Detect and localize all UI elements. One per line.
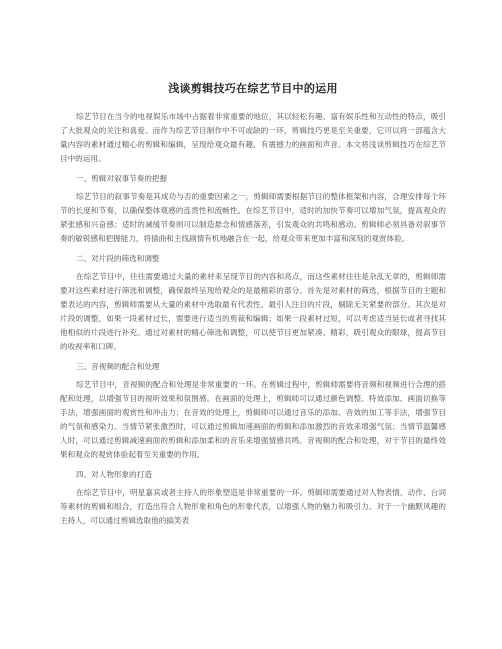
section-2-heading: 二、对片段的筛选和调整 [76,254,160,263]
section-4-body: 在综艺节目中，明星嘉宾或者主持人的形象塑造是非常重要的一环。剪辑师需要通过对人物表情、动作、台词等素材的剪辑和组合，打造出符合人物形象和角色的形象代表，以增强人物的魅力和吸引力。对于一个幽默风趣的主持人，可以通过剪辑选取他的搞笑表 [60,488,446,525]
section-3-heading: 三、音视频的配合和处理 [76,362,160,371]
intro-paragraph: 综艺节目在当今的电视娱乐市场中占据着非常重要的地位，其以轻松有趣、富有娱乐性和互动性的特点，吸引了大批观众的关注和喜爱。而作为综艺节目制作中不可或缺的一环，剪辑技巧更是至关重要，它可以将一部蕴含大量内容的素材通过精心的剪辑和编辑，呈现给观众最有趣、有震撼力的画面和声音。本文将浅谈剪辑技巧在综艺节目中的运用。 [60,112,446,163]
section-3-body: 综艺节目中，音视频的配合和处理是非常重要的一环。在剪辑过程中，剪辑师需要将音频和视频进行合理的搭配和处理，以增强节目的视听效果和氛围感。在画面的处理上，剪辑师可以通过颜色调整、特效添加、画面切换等手法，增强画面的观赏性和冲击力；在音效的处理上，剪辑师可以通过音乐的添加、音效的加工等手法，增强节目的气氛和感染力。当情节紧张激烈时，可以通过剪辑加速画面的剪辑和添加激烈的音效来增强气氛；当情节温馨感人时，可以通过剪辑减速画面的剪辑和添加柔和的音乐来增强情感共鸣。音视频的配合和处理，对于节目的最终效果和观众的观赏体验起着至关重要的作用。 [60,380,446,459]
section-2-body: 在综艺节目中，往往需要通过大量的素材来呈现节目的内容和亮点，而这些素材往往是杂乱无章的，剪辑师需要对这些素材进行筛选和调整，确保最终呈现给观众的是最精彩的部分。首先是对素材的筛选，根据节目的主题和要表达的内容，剪辑师需要从大量的素材中选取最有代表性、最引人注目的片段，剔除无关紧要的部分。其次是对片段的调整，如果一段素材过长，需要进行适当的剪裁和编辑；如果一段素材过短，可以考虑适当延长或者寻找其他相似的片段进行补充。通过对素材的精心筛选和调整，可以使节目更加紧凑、精彩，吸引观众的眼球，提高节目的收视率和口碑。 [60,272,446,351]
section-4-heading: 四、对人物形象的打造 [76,470,152,479]
section-1-body: 综艺节目的叙事节奏是其成功与否的重要因素之一，剪辑师需要根据节目的整体框架和内容，合理安排每个环节的长度和节奏，以确保整体观感的连贯性和流畅性。在综艺节目中，适时的加快节奏可以增加气氛，提高观众的紧张感和兴奋感；适时的减缓节奏则可以制造悬念和情感落差，引发观众的共鸣和感动。剪辑师必须具备对叙事节奏的敏锐感和把握能力，将插曲和主线剧情有机地融合在一起，给观众带来更加丰富和深刻的观赏体验。 [60,192,446,243]
section-1-heading: 一、剪辑对叙事节奏的把握 [76,174,168,183]
document-title: 浅谈剪辑技巧在综艺节目中的运用 [168,82,338,95]
